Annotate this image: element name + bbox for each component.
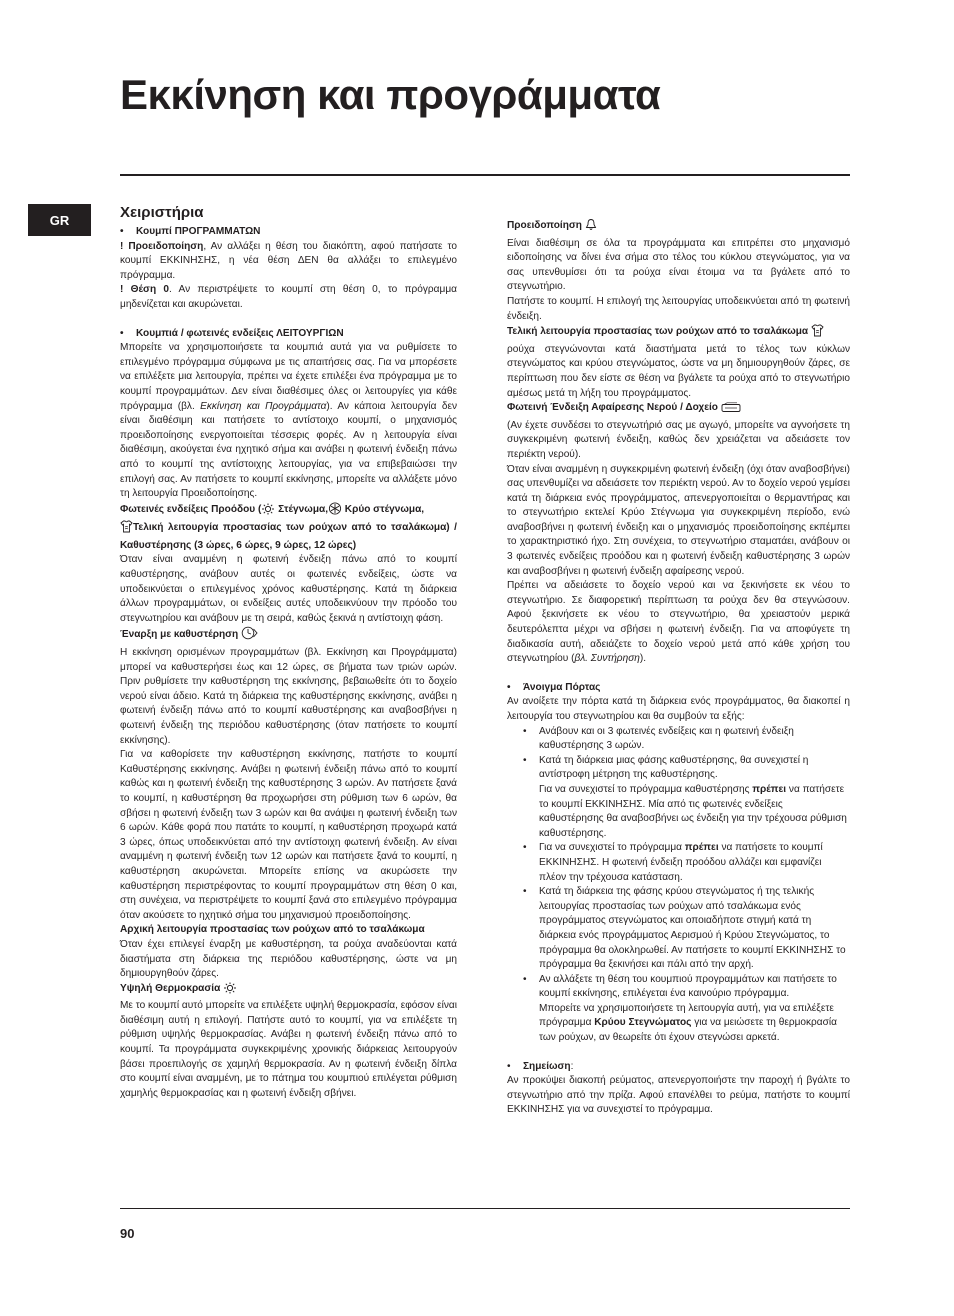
warning-position-zero: ! Θέση 0. Αν περιστρέψετε το κουμπί στη θέση 0, το πρόγραμμα μηδενίζεται και ακυρώνεται. <box>120 284 457 310</box>
alarm-text-2: Πατήστε το κουμπί. Η επιλογή της λειτουργίας υποδεικνύεται από τη φωτεινή ένδειξη. <box>507 295 850 322</box>
anti-crease-shirt-icon <box>120 520 133 539</box>
list-item: • Για να συνεχιστεί το πρόγραμμα πρέπει να πατήσετε το κουμπί ΕΚΚΙΝΗΣΗΣ. Η φωτεινή ένδειξη προόδου αλλάζει και εμφανίζει πλέον την τρέχουσα κατάσταση. <box>523 842 823 883</box>
delay-start-heading: Έναρξη με καθυστέρηση <box>120 626 457 646</box>
list-item-continuation: Για να συνεχιστεί το πρόγραμμα καθυστέρησης πρέπει να πατήσετε το κουμπί ΕΚΚΙΝΗΣΗΣ. Μία από τις φωτεινές ενδείξεις καθυστέρησης θα αναβοσβήνει ως ένδειξη για την τρέχουσα ρύθμιση καθυστέρησης. <box>539 783 847 839</box>
list-item: • Κατά τη διάρκεια μιας φάσης καθυστέρησης, θα συνεχιστεί η αντίστροφη μέτρηση της καθυστέρησης. <box>523 754 809 781</box>
language-badge: GR <box>28 204 91 236</box>
list-item: • Κατά τη διάρκεια της φάσης κρύου στεγνώματος ή της τελικής λειτουργίας προστασίας των ρούχων από τσαλάκωμα ενός προγράμματος στεγνώματος και οποιαδήποτε στιγμή κατά τη διάρκεια ενός προγράμματος Αερισμού ή Κρύου Στεγνώματος, το πρόγραμμα θα ολοκληρωθεί. Αν πατήσετε το κουμπί ΕΚΚΙΝΗΣΗΣ το πρόγραμμα θα ξεκινήσει και πάλι από την αρχή. <box>523 886 846 971</box>
water-indicator-heading: Φωτεινή Ένδειξη Αφαίρεσης Νερού / Δοχείο <box>507 401 850 419</box>
function-buttons-text: Μπορείτε να χρησιμοποιήσετε τα κουμπιά αυτά για να ρυθμίσετε το επιλεγμένο πρόγραμμα σύμφωνα με τις απαιτήσεις σας. Για να μπορέσετε να επιλέξετε μια λειτουργία, πρέπει να έχετε επιλέξει ένα πρόγραμμα με το κουμπί προγραμμάτων. Δεν είναι διαθέσιμες όλες οι λειτουργίες για κάθε πρόγραμμα (βλ. Εκκίνηση και Προγράμματα). Αν κάποια λειτουργία δεν είναι διαθέσιμη και πατήσετε το αντίστοιχο κουμπί, ο μηχανισμός προειδοποίησης ενεργοποιείται τέσσερις φορές. Αν η λειτουργία είναι διαθέσιμη, ακούγεται ένα ηχητικό σήμα και ανάβει η φωτεινή ένδειξη πάνω από το κουμπί της αντίστοιχης λειτουργίας, για να επιβεβαιώσει την επιλογή σας. Αν πατήσετε το κουμπί εκκίνησης, μπορείτε να αλλάξετε μόνο τη λειτουργία Προειδοποίησης. <box>120 342 457 500</box>
alarm-heading: Προειδοποίηση <box>507 218 850 237</box>
bullet-function-buttons: • Κουμπιά / φωτεινές ενδείξεις ΛΕΙΤΟΥΡΓΙΩΝ <box>120 327 344 339</box>
anti-crease-shirt-icon <box>811 324 824 343</box>
final-anticrease-heading: Τελική λειτουργία προστασίας των ρούχων από το τσαλάκωμα <box>507 324 850 343</box>
section-heading: Χειριστήρια <box>120 204 204 221</box>
high-heat-heading: Υψηλή Θερμοκρασία <box>120 982 457 1000</box>
water-indicator-text-1: (Αν έχετε συνδέσει το στεγνωτήριό σας με αγωγό, μπορείτε να αγνοήσετε τη συγκεκριμένη φωτεινή ένδειξη, καθώς δεν χρειάζεται να αδειάσετε τον περιέκτη νερού). <box>507 419 850 460</box>
delay-start-text-1: Η εκκίνηση ορισμένων προγραμμάτων (βλ. Εκκίνηση και Προγράμματα) μπορεί να καθυστερήσει έως και 12 ώρες, σε βήματα των τριών ωρών. Πριν ρυθμίσετε την καθυστέρηση της εκκίνησης, βεβαιωθείτε ότι το δοχείο νερού είναι άδειο. Κατά τη διάρκεια της καθυστέρησης εκκίνησης, ανάβει η φωτεινή ένδειξη πάνω από το κουμπί καθυστέρησης και αναβοσβήνει η φωτεινή ένδειξη της περιόδου καθυστέρησης (όταν πατήσετε το κουμπί εκκίνησης). <box>120 647 457 746</box>
high-heat-text: Με το κουμπί αυτό μπορείτε να επιλέξετε υψηλή θερμοκρασία, εφόσον είναι διαθέσιμη αυτή η επιλογή. Πατήστε αυτό το κουμπί, για να επιλέξετε τη ρύθμιση υψηλής θερμοκρασίας. Ανάβει η φωτεινή ένδειξη πάνω από το κουμπί. Τα προγράμματα συγκεκριμένης χρονικής διάρκειας λειτουργούν βάσει προεπιλογής σε χαμηλή θερμοκρασία. Αν η φωτεινή ένδειξη δίπλα στο κουμπί είναι αναμμένη, με το πάτημα του κουμπιού επιλέγεται ρύθμιση χαμηλής θερμοκρασίας και η φωτεινή ένδειξη σβήνει. <box>120 1000 457 1099</box>
delay-start-text-2: Για να καθορίσετε την καθυστέρηση εκκίνησης, πατήστε το κουμπί Καθυστέρησης εκκίνησης. Ανάβει η φωτεινή ένδειξη πάνω από το κουμπί καθώς και η φωτεινή ένδειξη της καθυστέρησης 3 ωρών. Αν πατήσετε ξανά το κουμπί, η καθυστέρηση θα προχωρήσει στη ρύθμιση των 6 ωρών, θα σβήσει η φωτεινή ένδειξη των 3 ωρών και θα ανάψει η φωτεινή ένδειξη των 6 ωρών. Κάθε φορά που πατάτε το κουμπί, η καθυστέρηση προχωρά κατά 3 ώρες, όπως υποδεικνύεται από την αντίστοιχη φωτεινή ένδειξη. Αν είναι αναμμένη η φωτεινή ένδειξη των 12 ωρών και πατήσετε ξανά το κουμπί, η καθυστέρηση ακυρώνεται. Μπορείτε επίσης να ακυρώσετε την καθυστέρηση περιστρέφοντας το κουμπί προγραμμάτων στη θέση 0 και, στη συνέχεια, να περιστρέψετε το κουμπί ξανά στο επιλεγμένο πρόγραμμα όταν ακούσετε το ηχητικό σήμα του μηχανισμού προειδοποίησης. <box>120 749 457 921</box>
water-indicator-text-2: Όταν είναι αναμμένη η συγκεκριμένη φωτεινή ένδειξη (όχι όταν αναβοσβήνει) σας υπενθυμίζει να αδειάσετε τον περιέκτη νερού. Αν το δοχείο νερού γεμίσει κατά τη διάρκεια ενός προγράμματος, απενεργοποιείται ο θερμαντήρας και το στεγνωτήριο εκτελεί Κρύο Στέγνωμα για συγκεκριμένη περίοδο, ενώ αναβοσβήνει η φωτεινή ένδειξη και ο μηχανισμός προειδοποίησης εκπέμπει το χαρακτηριστικό ήχο. Στη συνέχεια, το στεγνωτήριο σταματάει, ανάβουν οι 3 φωτεινές ενδείξεις προόδου και η φωτεινή ένδειξη καθυστέρησης 3 ωρών και αναβοσβήνει η φωτεινή ένδειξη αφαίρεσης νερού. <box>507 463 850 577</box>
list-item: • Αν αλλάξετε τη θέση του κουμπιού προγραμμάτων και πατήσετε το κουμπί εκκίνησης, επιλέγεται ένα καινούριο πρόγραμμα. <box>523 973 837 1000</box>
door-opening-text: Αν ανοίξετε την πόρτα κατά τη διάρκεια ενός προγράμματος, θα διακοπεί η λειτουργία του στεγνωτηρίου και θα συμβούν τα εξής: <box>507 696 850 722</box>
initial-anticrease-heading: Αρχική λειτουργία προστασίας των ρούχων από το τσαλάκωμα <box>120 924 425 936</box>
progress-indicators-heading: Φωτεινές ενδείξεις Προόδου ( Στέγνωμα, Κρύο στέγνωμα, Τελική λειτουργία προστασίας των ρούχων από το τσαλάκωμα) / Καθυστέρησης (3 ώρες, 6 ώρες, 9 ώρες, 12 ώρες) <box>120 503 457 551</box>
left-column <box>120 203 457 1101</box>
initial-anticrease-text: Όταν έχει επιλεγεί έναρξη με καθυστέρηση, τα ρούχα αναδεύονται κατά διαστήματα στη διάρκεια της περιόδου καθυστέρησης, ώστε να μη δημιουργηθούν ζάρες. <box>120 938 457 980</box>
water-container-icon <box>721 402 741 419</box>
delay-clock-icon <box>241 626 259 646</box>
bell-icon <box>585 218 597 237</box>
water-indicator-text-3: Πρέπει να αδειάσετε το δοχείο νερού και να ξεκινήσετε εκ νέου το στεγνωτήριο. Σε διαφορετική περίπτωση τα ρούχα δεν θα στεγνώσουν. Αφού ξεκινήσετε εκ νέου το στεγνωτήριο, θα χρειαστούν μερικά δευτερόλεπτα μέχρι να σβήσει η φωτεινή ένδειξη. Για να αποφύγετε τη διαδικασία αυτή, αδειάζετε το δοχείο νερού μετά από κάθε χρήση του στεγνωτηρίου (βλ. Συντήρηση). <box>507 580 850 665</box>
progress-indicators-text: Όταν είναι αναμμένη η φωτεινή ένδειξη πάνω από το κουμπί καθυστέρησης, ανάβουν αυτές οι φωτεινές ενδείξεις, ώστε να υποδεικνύεται ο επιλεγμένος χρόνος καθυστέρησης. Κατά τη διάρκεια άλλων προγραμμάτων, οι ενδείξεις αυτές υποδεικνύουν την πρόοδο του στεγνωτηρίου και ανάβουν με τη σειρά, καθώς ξεκινά η αντίστοιχη φάση. <box>120 554 457 624</box>
final-anticrease-text: ρούχα στεγνώνονται κατά διαστήματα μετά το τέλος των κύκλων στεγνώματος και κρύου στεγνώματος, ώστε να μη δημιουργηθούν ζάρες, σε περίπτωση που δεν είστε σε θέση να βγάλετε τα ρούχα από το στεγνωτήριο αμέσως μετά τη λήξη του προγράμματος. <box>507 343 850 399</box>
footer-rule <box>120 1208 850 1209</box>
snowflake-cool-icon <box>328 502 342 521</box>
note-text: Αν προκύψει διακοπή ρεύματος, απενεργοποιήστε την παροχή ή βγάλτε το στεγνωτήριο από την πρίζα. Αφού επανέλθει το ρεύμα, πατήστε το κουμπί ΕΚΚΙΝΗΣΗΣ για να συνεχιστεί το πρόγραμμα. <box>507 1075 850 1116</box>
alarm-text: Είναι διαθέσιμη σε όλα τα προγράμματα και επιτρέπει στο μηχανισμό ειδοποίησης να δίνει ένα σήμα στο τέλος του κύκλου στεγνώματος, για να σας υπενθυμίσει ότι τα ρούχα είναι έτοιμα να τα βγάλετε από το στεγνωτήριο. <box>507 237 850 293</box>
warning-position-change: ! Προειδοποίηση, Αν αλλάξει η θέση του διακόπτη, αφού πατήσατε το κουμπί ΕΚΚΙΝΗΣΗΣ, η νέα θέση ΔΕΝ θα αλλάξει το επιλεγμένο πρόγραμμα. <box>120 240 457 281</box>
title-rule <box>120 174 850 176</box>
sun-heat-icon <box>223 982 237 1000</box>
bullet-program-knob: • Κουμπί ΠΡΟΓΡΑΜΜΑΤΩΝ <box>120 226 261 237</box>
list-item: • Ανάβουν και οι 3 φωτεινές ενδείξεις και η φωτεινή ένδειξη καθυστέρησης 3 ωρών. <box>523 725 794 752</box>
page-title: Εκκίνηση και προγράμματα <box>120 71 661 118</box>
bullet-door-opening: • Άνοιγμα Πόρτας <box>507 681 601 693</box>
list-item-continuation: Μπορείτε να χρησιμοποιήσετε τη λειτουργία αυτή, για να επιλέξετε πρόγραμμα Κρύου Στεγνώματος για να μειώσετε τη θερμοκρασία των ρούχων, αν θεωρείτε ότι έχουν στεγνώσει αρκετά. <box>539 1002 837 1044</box>
bullet-note: • Σημείωση: <box>507 1060 574 1072</box>
page-number: 90 <box>120 1226 135 1241</box>
sun-dry-icon <box>261 503 275 521</box>
right-column <box>507 218 850 1118</box>
